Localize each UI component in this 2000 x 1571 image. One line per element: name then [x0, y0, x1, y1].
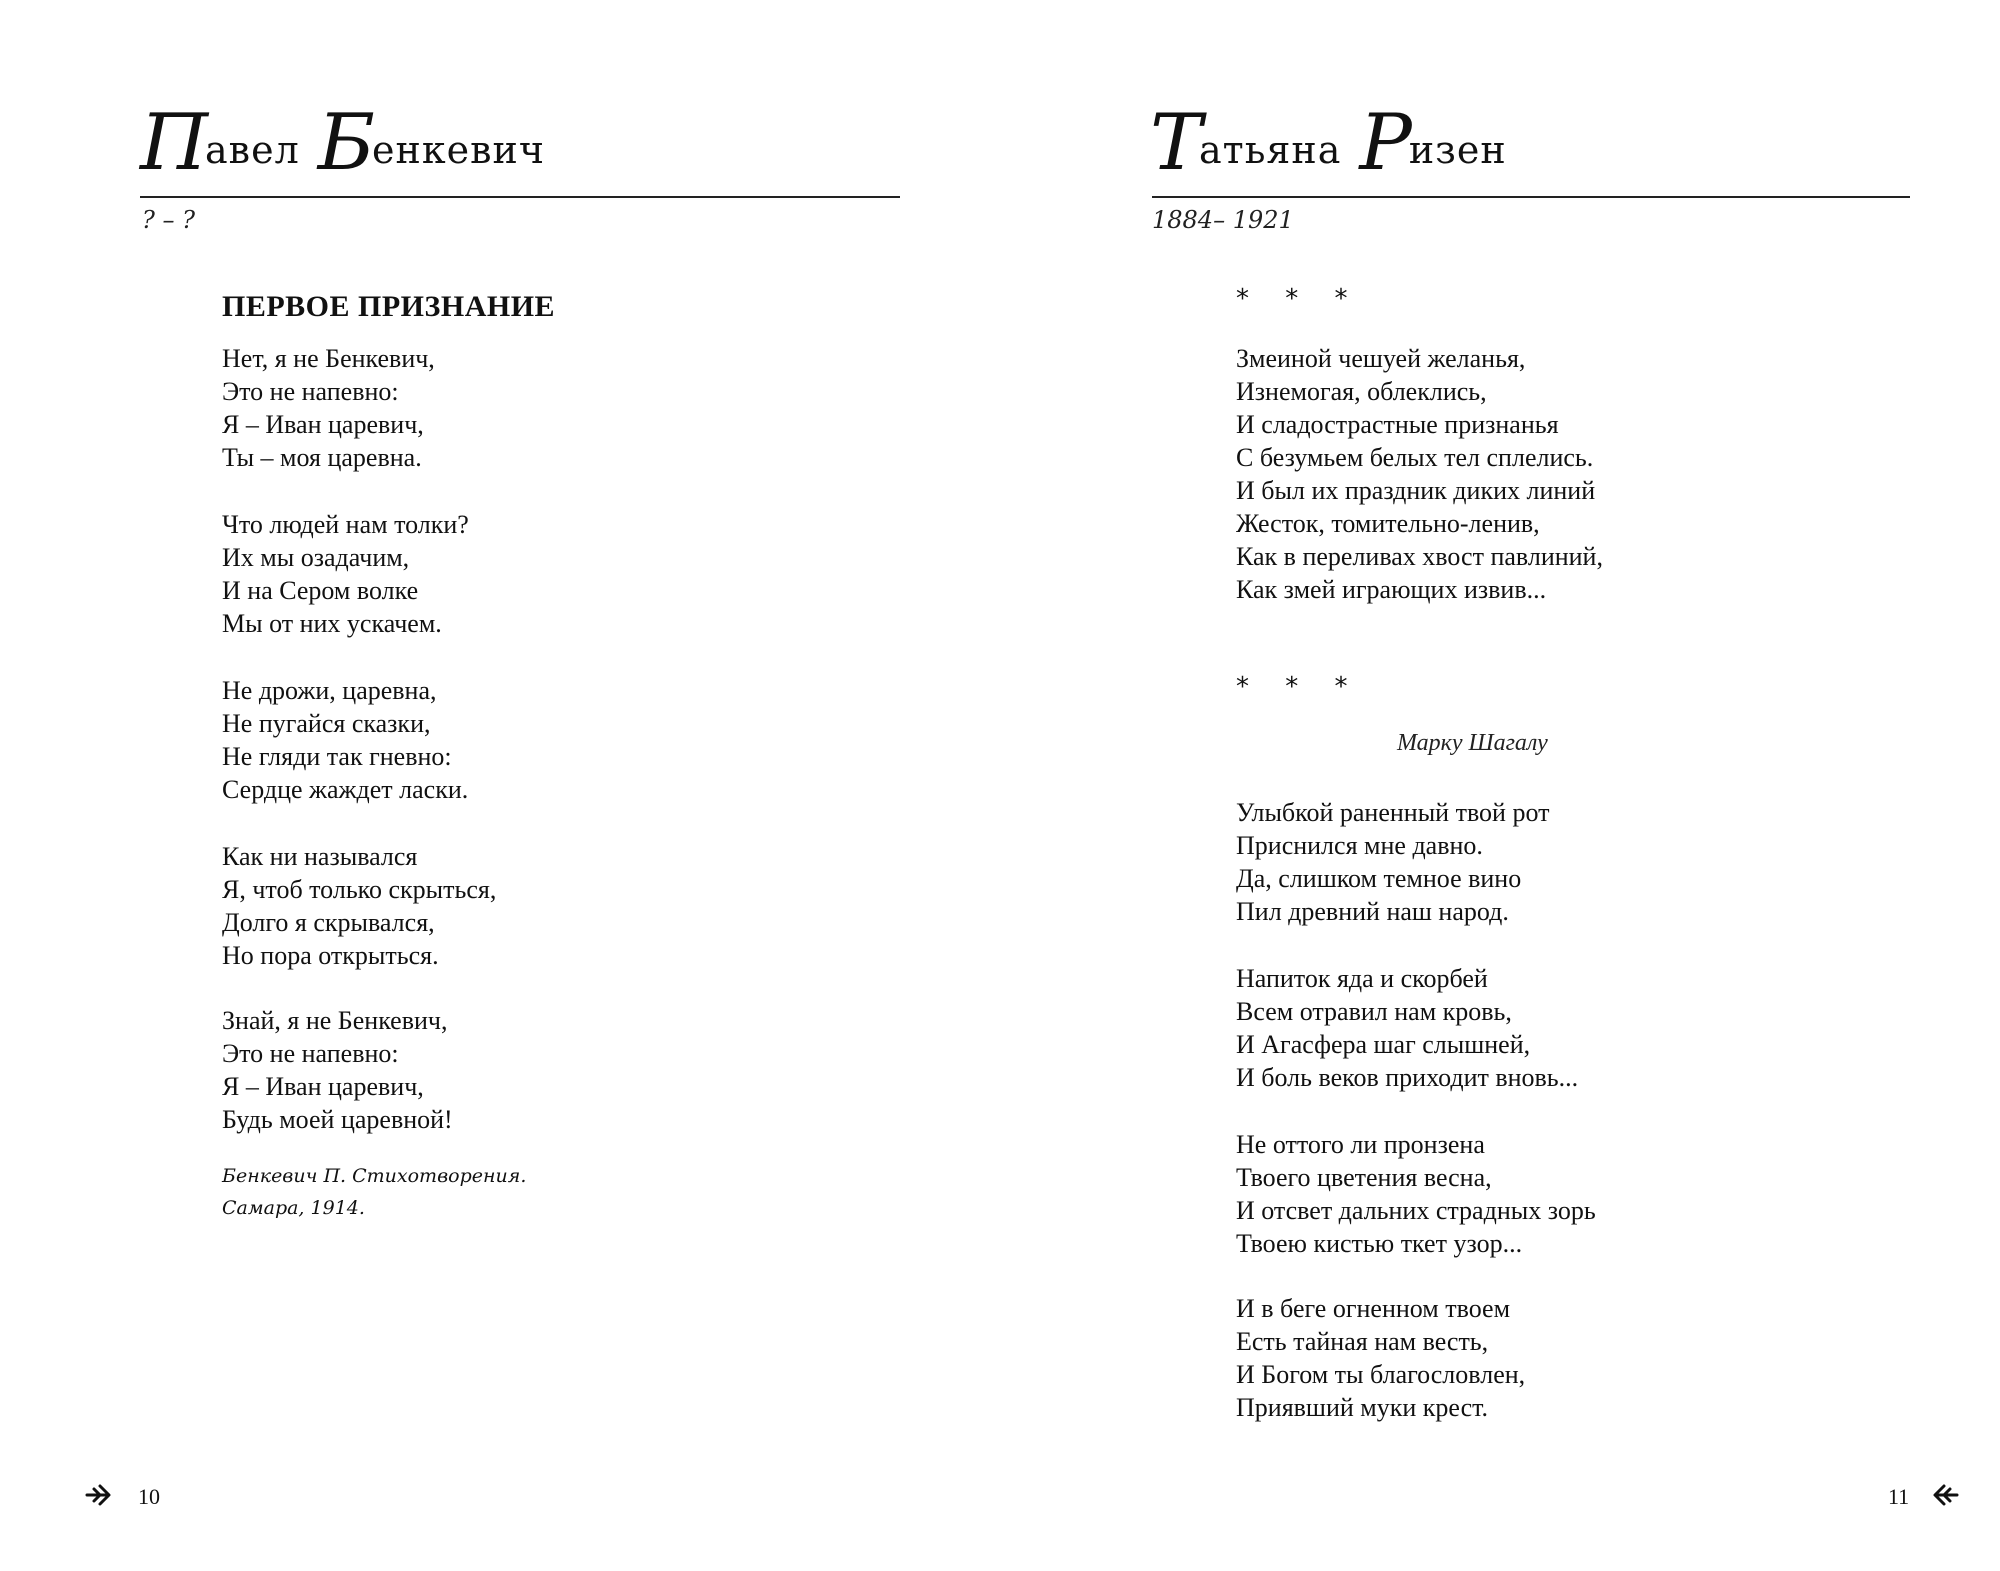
poem-line: Твоею кистью ткет узор...: [1236, 1229, 1523, 1258]
page-number: 10: [138, 1484, 160, 1509]
author-initial: Т: [1150, 98, 1204, 188]
author-initial: П: [140, 98, 210, 188]
poem-line: Твоего цветения весна,: [1236, 1163, 1492, 1192]
poem-line: Приявший муки крест.: [1236, 1393, 1489, 1422]
poem-stanza: [222, 1004, 453, 1136]
author-years: ? – ?: [142, 206, 195, 234]
poem-line: И сладострастные признанья: [1236, 410, 1559, 439]
poem-line: Долго я скрывался,: [222, 908, 435, 937]
poem-line: Я, чтоб только скрыться,: [222, 875, 497, 904]
poem-line: Я – Иван царевич,: [222, 1072, 424, 1101]
author-first-name: атьяна: [1199, 128, 1342, 172]
poem-stanza: [1236, 796, 1549, 928]
poem-stanza: [222, 508, 469, 640]
page-number: 11: [1888, 1484, 1910, 1509]
poem-line: Всем отравил нам кровь,: [1236, 997, 1512, 1026]
author-initial: Б: [317, 98, 377, 188]
source-line: Бенкевич П. Стихотворения.: [222, 1165, 527, 1187]
arrow-right-icon: [84, 1480, 114, 1510]
poem-line: Сердце жаждет ласки.: [222, 775, 469, 804]
dedication: Марку Шагалу: [1397, 730, 1548, 756]
poem-line: Как ни назывался: [222, 842, 418, 871]
poem-line: Но пора открыться.: [222, 941, 439, 970]
right-page: [1000, 0, 2000, 1571]
author-last-name: изен: [1408, 128, 1507, 172]
poem-title: ПЕРВОЕ ПРИЗНАНИЕ: [222, 290, 556, 323]
poem-line: Жесток, томительно-ленив,: [1236, 509, 1540, 538]
poem-line: И был их праздник диких линий: [1236, 476, 1596, 505]
poem-line: Я – Иван царевич,: [222, 410, 424, 439]
poem-line: Их мы озадачим,: [222, 543, 410, 572]
poem-line: Будь моей царевной!: [222, 1105, 453, 1134]
poem-line: И Агасфера шаг слышней,: [1236, 1030, 1531, 1059]
section-separator: * * *: [1236, 284, 1362, 314]
poem-line: И отсвет дальних страдных зорь: [1236, 1196, 1596, 1225]
poem-stanza: [1236, 342, 1603, 606]
poem-line: Как змей играющих извив...: [1236, 575, 1547, 604]
author-name: [140, 98, 545, 188]
poem-line: Нет, я не Бенкевич,: [222, 344, 435, 373]
poem-line: С безумьем белых тел сплелись.: [1236, 443, 1594, 472]
source-line: Самара, 1914.: [222, 1197, 365, 1219]
author-years: 1884– 1921: [1152, 206, 1294, 234]
source-citation: [222, 1160, 526, 1224]
author-initial: Р: [1359, 98, 1413, 188]
section-separator: * * *: [1236, 672, 1362, 702]
poem-line: Не дрожи, царевна,: [222, 676, 437, 705]
poem-line: Ты – моя царевна.: [222, 443, 422, 472]
poem-line: Есть тайная нам весть,: [1236, 1327, 1489, 1356]
header-rule: [1152, 196, 1910, 198]
poem-line: Что людей нам толки?: [222, 510, 469, 539]
poem-line: Змеиной чешуей желанья,: [1236, 344, 1526, 373]
poem-line: Мы от них ускачем.: [222, 609, 442, 638]
poem-line: И в беге огненном твоем: [1236, 1294, 1511, 1323]
poem-stanza: [222, 674, 468, 806]
poem-line: Изнемогая, облеклись,: [1236, 377, 1487, 406]
author-name: [1150, 98, 1507, 188]
poem-line: Приснился мне давно.: [1236, 831, 1483, 860]
poem-line: Напиток яда и скорбей: [1236, 964, 1488, 993]
author-last-name: енкевич: [372, 128, 545, 172]
poem-line: И боль веков приходит вновь...: [1236, 1063, 1579, 1092]
poem-line: И Богом ты благословлен,: [1236, 1360, 1526, 1389]
poem-stanza: [1236, 1292, 1525, 1424]
poem-stanza: [222, 342, 435, 474]
poem-line: Не пугайся сказки,: [222, 709, 431, 738]
poem-stanza: [1236, 962, 1578, 1094]
poem-stanza: [1236, 1128, 1596, 1260]
poem-line: Не оттого ли пронзена: [1236, 1130, 1485, 1159]
author-first-name: авел: [205, 128, 300, 172]
poem-line: Знай, я не Бенкевич,: [222, 1006, 448, 1035]
poem-line: Улыбкой раненный твой рот: [1236, 798, 1550, 827]
header-rule: [140, 196, 900, 198]
poem-line: Да, слишком темное вино: [1236, 864, 1522, 893]
poem-line: И на Сером волке: [222, 576, 419, 605]
poem-line: Как в переливах хвост павлиний,: [1236, 542, 1603, 571]
poem-line: Пил древний наш народ.: [1236, 897, 1509, 926]
arrow-left-icon: [1930, 1480, 1960, 1510]
poem-line: Это не напевно:: [222, 377, 399, 406]
poem-stanza: [222, 840, 496, 972]
poem-line: Не гляди так гневно:: [222, 742, 452, 771]
poem-line: Это не напевно:: [222, 1039, 399, 1068]
